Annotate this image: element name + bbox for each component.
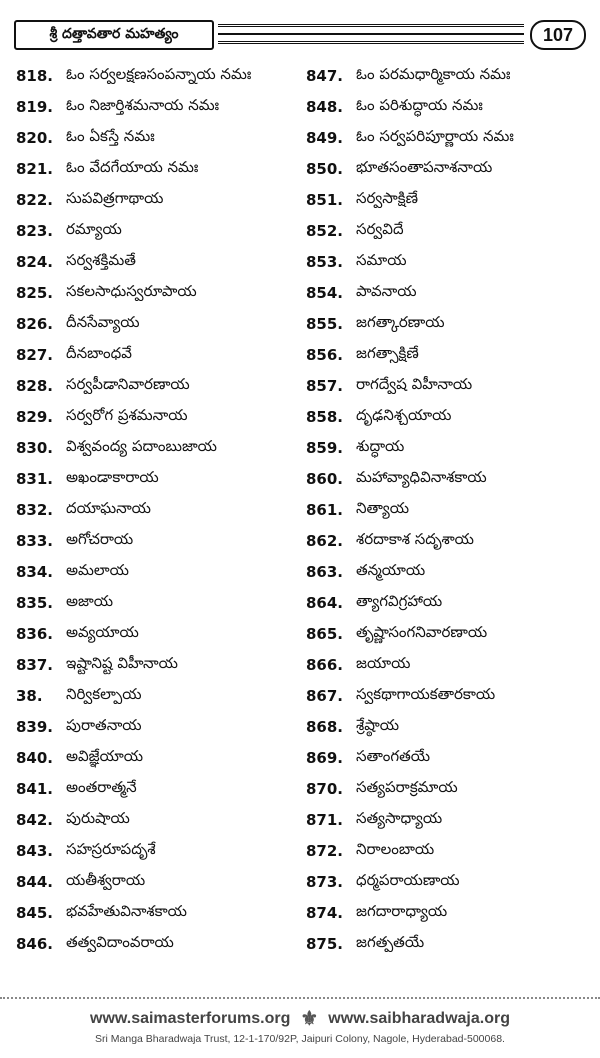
list-item bbox=[306, 277, 596, 308]
item-number: 860. bbox=[306, 469, 344, 488]
item-name: ఓం సర్వపరిపూర్ణాయ నమః bbox=[356, 126, 514, 145]
item-number: 856. bbox=[306, 345, 344, 364]
list-item bbox=[16, 463, 306, 494]
list-item bbox=[16, 215, 306, 246]
item-number: 827. bbox=[16, 345, 54, 364]
item-name: శ్రేష్ఠాయ bbox=[356, 715, 400, 734]
item-number: 873. bbox=[306, 872, 344, 891]
item-number: 832. bbox=[16, 500, 54, 519]
item-name: స్వకథాగాయకతారకాయ bbox=[356, 684, 496, 703]
item-number: 851. bbox=[306, 190, 344, 209]
list-item bbox=[16, 308, 306, 339]
item-number: 868. bbox=[306, 717, 344, 736]
footer-url-left[interactable]: www.saimasterforums.org bbox=[90, 1009, 291, 1027]
item-name: అవిజ్ఞేయాయ bbox=[66, 746, 144, 765]
item-number: 819. bbox=[16, 97, 54, 116]
item-name: సహస్రరూపదృశే bbox=[66, 839, 156, 858]
list-item bbox=[16, 804, 306, 835]
item-name: నిర్వికల్పాయ bbox=[66, 684, 142, 703]
list-item bbox=[16, 680, 306, 711]
list-item bbox=[306, 773, 596, 804]
item-name: శరదాకాశ సదృశాయ bbox=[356, 529, 474, 548]
list-item bbox=[16, 432, 306, 463]
list-item bbox=[306, 649, 596, 680]
list-item bbox=[16, 897, 306, 928]
list-item bbox=[306, 432, 596, 463]
item-number: 870. bbox=[306, 779, 344, 798]
list-item bbox=[16, 277, 306, 308]
item-number: 826. bbox=[16, 314, 54, 333]
item-number: 853. bbox=[306, 252, 344, 271]
item-number: 852. bbox=[306, 221, 344, 240]
item-number: 864. bbox=[306, 593, 344, 612]
item-number: 829. bbox=[16, 407, 54, 426]
item-number: 875. bbox=[306, 934, 344, 953]
footer-divider bbox=[0, 997, 600, 999]
item-name: విశ్వవంద్య పదాంబుజాయ bbox=[66, 436, 217, 455]
item-name: జగదారాధ్యాయ bbox=[356, 901, 448, 920]
item-number: 862. bbox=[306, 531, 344, 550]
item-name: సుపవిత్రగాథాయ bbox=[66, 188, 164, 207]
item-name: రమ్యాయ bbox=[66, 219, 122, 238]
item-name: దీనబాంధవే bbox=[66, 343, 132, 362]
item-name: దృఢనిశ్చయాయ bbox=[356, 405, 452, 424]
item-name: సర్వశక్తిమతే bbox=[66, 250, 136, 269]
item-number: 848. bbox=[306, 97, 344, 116]
item-number: 840. bbox=[16, 748, 54, 767]
header-rule bbox=[218, 24, 524, 44]
list-item bbox=[306, 246, 596, 277]
item-number: 861. bbox=[306, 500, 344, 519]
page-header bbox=[14, 20, 586, 50]
list-item bbox=[306, 184, 596, 215]
list-item bbox=[16, 401, 306, 432]
item-number: 824. bbox=[16, 252, 54, 271]
list-item bbox=[16, 494, 306, 525]
list-item bbox=[306, 463, 596, 494]
item-name: సర్వపీడానివారణాయ bbox=[66, 374, 190, 393]
list-item bbox=[306, 835, 596, 866]
item-name: దయాఘనాయ bbox=[66, 498, 151, 517]
item-name: పురాతనాయ bbox=[66, 715, 142, 734]
list-item bbox=[16, 649, 306, 680]
item-name: దీనసేవ్యాయ bbox=[66, 312, 140, 331]
item-number: 858. bbox=[306, 407, 344, 426]
item-name: జయాయ bbox=[356, 653, 411, 672]
list-item bbox=[16, 556, 306, 587]
item-number: 38. bbox=[16, 686, 43, 705]
item-name: రాగద్వేష విహీనాయ bbox=[356, 374, 473, 393]
list-item bbox=[16, 153, 306, 184]
list-item bbox=[16, 60, 306, 91]
item-name: జగత్సాక్షిణే bbox=[356, 343, 419, 362]
footer-address: Sri Manga Bharadwaja Trust, 12-1-170/92P, Jaipuri Colony, Nagole, Hyderabad-500068. bbox=[95, 1033, 505, 1045]
item-name: పావనాయ bbox=[356, 281, 417, 300]
list-item bbox=[16, 370, 306, 401]
list-item bbox=[16, 91, 306, 122]
list-item bbox=[306, 370, 596, 401]
item-number: 830. bbox=[16, 438, 54, 457]
list-item bbox=[16, 525, 306, 556]
item-number: 836. bbox=[16, 624, 54, 643]
list-item bbox=[306, 866, 596, 897]
item-number: 854. bbox=[306, 283, 344, 302]
list-item bbox=[16, 587, 306, 618]
item-name: అఖండాకారాయ bbox=[66, 467, 159, 486]
list-item bbox=[16, 866, 306, 897]
list-item bbox=[16, 928, 306, 959]
list-item bbox=[306, 804, 596, 835]
item-number: 843. bbox=[16, 841, 54, 860]
item-name: అవ్యయాయ bbox=[66, 622, 139, 641]
item-name: సమాయ bbox=[356, 250, 407, 269]
item-number: 822. bbox=[16, 190, 54, 209]
item-name: ఓం పరిశుద్ధాయ నమః bbox=[356, 95, 483, 114]
item-number: 871. bbox=[306, 810, 344, 829]
page-number: 107 bbox=[530, 20, 586, 50]
list-item bbox=[306, 122, 596, 153]
left-name-list bbox=[16, 60, 306, 959]
item-name: త్యాగవిగ్రహాయ bbox=[356, 591, 443, 610]
item-number: 839. bbox=[16, 717, 54, 736]
list-item bbox=[16, 835, 306, 866]
item-name: సర్వరోగ ప్రశమనాయ bbox=[66, 405, 188, 424]
list-item bbox=[16, 122, 306, 153]
item-number: 847. bbox=[306, 66, 344, 85]
list-item bbox=[306, 742, 596, 773]
item-number: 855. bbox=[306, 314, 344, 333]
item-number: 869. bbox=[306, 748, 344, 767]
page-footer bbox=[0, 1006, 600, 1052]
list-item bbox=[306, 91, 596, 122]
item-name: సతాంగతయే bbox=[356, 746, 431, 765]
item-number: 844. bbox=[16, 872, 54, 891]
list-item bbox=[306, 215, 596, 246]
item-name: అమలాయ bbox=[66, 560, 129, 579]
item-name: శుద్ధాయ bbox=[356, 436, 405, 455]
item-name: యతీశ్వరాయ bbox=[66, 870, 146, 889]
list-item bbox=[16, 618, 306, 649]
footer-url-right[interactable]: www.saibharadwaja.org bbox=[328, 1009, 510, 1027]
list-item bbox=[16, 184, 306, 215]
list-item bbox=[16, 339, 306, 370]
item-number: 872. bbox=[306, 841, 344, 860]
item-name: భూతసంతాపనాశనాయ bbox=[356, 157, 493, 176]
item-name: జగత్పతయే bbox=[356, 932, 425, 951]
item-name: ఓం నిజార్తిశమనాయ నమః bbox=[66, 95, 220, 114]
item-number: 831. bbox=[16, 469, 54, 488]
item-number: 823. bbox=[16, 221, 54, 240]
list-item bbox=[306, 525, 596, 556]
item-number: 863. bbox=[306, 562, 344, 581]
fleur-de-lis-icon: ⚜ bbox=[300, 1008, 319, 1030]
list-item bbox=[306, 897, 596, 928]
item-name: ఓం సర్వలక్షణసంపన్నాయ నమః bbox=[66, 64, 252, 83]
item-name: ఇష్టానిష్ట విహీనాయ bbox=[66, 653, 178, 672]
item-number: 825. bbox=[16, 283, 54, 302]
list-item bbox=[306, 680, 596, 711]
item-name: అగోచరాయ bbox=[66, 529, 134, 548]
item-name: ధర్మపరాయణాయ bbox=[356, 870, 460, 889]
item-name: సర్వవిదే bbox=[356, 219, 404, 238]
list-item bbox=[306, 618, 596, 649]
item-number: 833. bbox=[16, 531, 54, 550]
list-item bbox=[306, 401, 596, 432]
list-item bbox=[306, 60, 596, 91]
list-item bbox=[16, 773, 306, 804]
item-number: 842. bbox=[16, 810, 54, 829]
item-name: తన్మయాయ bbox=[356, 560, 426, 579]
item-name: అజాయ bbox=[66, 591, 113, 610]
item-name: భవహేతువినాశకాయ bbox=[66, 901, 187, 920]
item-name: సత్యసాధ్యాయ bbox=[356, 808, 443, 827]
book-title: శ్రీ దత్తావతార మహత్యం bbox=[14, 20, 214, 50]
item-number: 874. bbox=[306, 903, 344, 922]
item-number: 867. bbox=[306, 686, 344, 705]
list-item bbox=[306, 153, 596, 184]
item-number: 846. bbox=[16, 934, 54, 953]
item-name: మహావ్యాధివినాశకాయ bbox=[356, 467, 487, 486]
item-number: 834. bbox=[16, 562, 54, 581]
right-name-list bbox=[306, 60, 596, 959]
item-number: 818. bbox=[16, 66, 54, 85]
item-number: 857. bbox=[306, 376, 344, 395]
item-name: ఓం ఏకస్తే నమః bbox=[66, 126, 155, 145]
item-name: నిరాలంబాయ bbox=[356, 839, 435, 858]
item-number: 866. bbox=[306, 655, 344, 674]
item-number: 841. bbox=[16, 779, 54, 798]
item-name: సత్యపరాక్రమాయ bbox=[356, 777, 458, 796]
item-name: ఓం పరమధార్మికాయ నమః bbox=[356, 64, 511, 83]
list-item bbox=[306, 711, 596, 742]
item-number: 849. bbox=[306, 128, 344, 147]
list-item bbox=[16, 742, 306, 773]
item-name: ఓం వేదగేయాయ నమః bbox=[66, 157, 199, 176]
item-name: జగత్కారణాయ bbox=[356, 312, 445, 331]
list-item bbox=[16, 246, 306, 277]
item-name: పురుషాయ bbox=[66, 808, 130, 827]
list-item bbox=[306, 928, 596, 959]
item-name: సకలసాధుస్వరూపాయ bbox=[66, 281, 197, 300]
item-name: అంతరాత్మనే bbox=[66, 777, 137, 796]
list-item bbox=[306, 339, 596, 370]
item-name: సర్వసాక్షిణే bbox=[356, 188, 418, 207]
list-item bbox=[16, 711, 306, 742]
item-number: 820. bbox=[16, 128, 54, 147]
item-number: 828. bbox=[16, 376, 54, 395]
item-number: 850. bbox=[306, 159, 344, 178]
list-item bbox=[306, 556, 596, 587]
item-name: తృష్ణాసంగనివారణాయ bbox=[356, 622, 488, 641]
list-item bbox=[306, 494, 596, 525]
item-number: 835. bbox=[16, 593, 54, 612]
item-number: 845. bbox=[16, 903, 54, 922]
item-number: 821. bbox=[16, 159, 54, 178]
item-number: 859. bbox=[306, 438, 344, 457]
item-name: నిత్యాయ bbox=[356, 498, 410, 517]
item-number: 837. bbox=[16, 655, 54, 674]
list-item bbox=[306, 587, 596, 618]
item-number: 865. bbox=[306, 624, 344, 643]
list-item bbox=[306, 308, 596, 339]
item-name: తత్వవిదాంవరాయ bbox=[66, 932, 174, 951]
